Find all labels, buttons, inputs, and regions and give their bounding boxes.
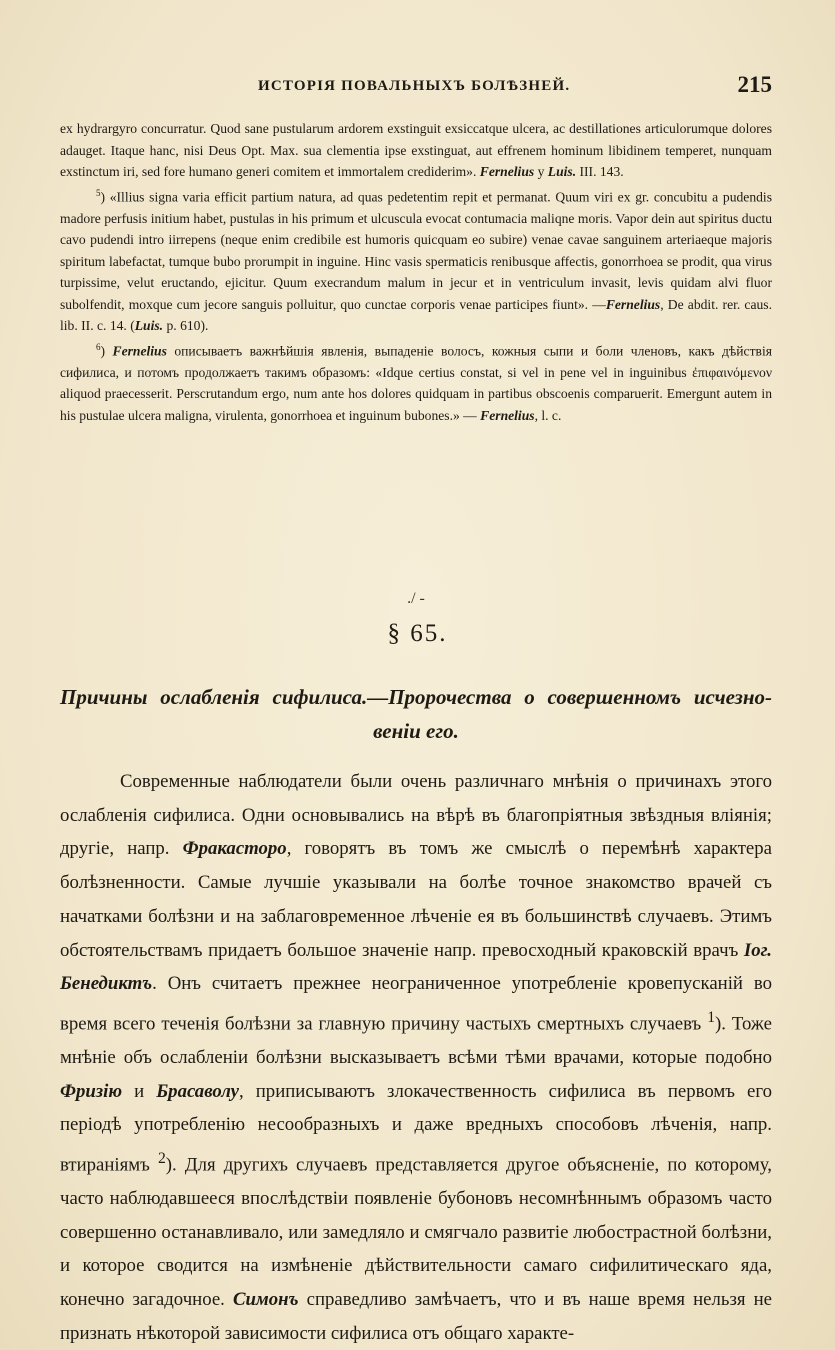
page-number: 215 bbox=[737, 72, 772, 97]
person-name: Іог. Бенедиктъ bbox=[60, 939, 772, 995]
section-mark: ./ - bbox=[407, 590, 425, 607]
footnote-ref: 2 bbox=[157, 1150, 166, 1167]
paragraph: Современные наблюдатели были очень различнаго мнѣнія о причинахъ этого ослабленія сифилиса. Одни основывались на вѣрѣ въ благопріятныя звѣздныя вліянія; другіе, напр. Фракасторо, говорятъ въ томъ же смыслѣ о перемѣнѣ характера болѣзненности. Самые лучшіе указывали на болѣе точное знакомство врачей съ начатками болѣзни и на заблаговременное лѣченіе ея въ большинствѣ случаевъ. Этимъ обстоятельствамъ придаетъ большое значеніе напр. превосходный краковскій врачъ Іог. Бенедиктъ. Онъ считаетъ прежнее неограниченное употребленіе кровепусканій во время всего теченія болѣзни за главную причину частыхъ смертныхъ случаевъ $^1$). Тоже мнѣніе объ ослабленіи болѣзни высказываетъ всѣми тѣми врачами, которые подобно Фризію и Брасаволу, приписываютъ злокачественность сифилиса въ первомъ его періодѣ употребленію несообразныхъ и даже вредныхъ способовъ лѣченія, напр. втираніямъ $^2$). Для другихъ случаевъ представляется другое объясненіе, по которому, часто наблюдавшееся впослѣдствіи появленіе бубоновъ несомнѣннымъ образомъ часто совершенно останавливало, или замедляло и смягчало развитіе любострастной болѣзни, и которое сводится на измѣненіе дѣйствительности самаго сифилитическаго яда, конечно загадочное. Симонъ справедливо замѣчаетъ, что и въ наше время нельзя не признать нѣкоторой зависимости сифилиса отъ общаго характе- bbox=[60, 771, 773, 1344]
footnote-number: 5 bbox=[96, 187, 101, 198]
person-name: Симонъ bbox=[232, 1289, 299, 1311]
footnote-6: $^6$) Fernelius описываетъ важнѣйшія явленія, выпаденіе волосъ, кожныя сыпи и боли членовъ, какъ дѣйствія сифилиса, и потомъ продолжаетъ такимъ образомъ: «Idque certius constat, si vel in pene vel in inguinibus ἐπιφαινόμενον aliquod praecesserit. Perscrutandum ergo, num ante hos dolores quidquam in partibus obscoenis comparuerit. Emergunt autem in his pustulae ulcera maligna, virulenta, gonorrhoea et inguinum bubones.» — Fernelius, l. c. bbox=[60, 341, 772, 423]
person-name: Брасаволу bbox=[156, 1080, 239, 1102]
footnote-4-continuation: ex hydrargyro concurratur. Quod sane pustularum ardorem exstinguit exsiccatque ulcera, ac destillationes articulorumque dolores adauget. Itaque hanc, nisi Deus Opt. Max. sua clementia ipse exstinguat, aut effrenem hominum libidinem temperet, nunquam exstinctum iri, sed fore humano generi comitem et immortalem crediderim». Fernelius y Luis. III. 143. bbox=[60, 121, 772, 179]
footnote-number: 6 bbox=[96, 341, 101, 352]
body-text bbox=[60, 765, 772, 1350]
person-name: Фракасторо bbox=[182, 838, 287, 860]
section-heading bbox=[60, 680, 772, 748]
section-number: § 65. bbox=[387, 620, 448, 647]
running-title: ИСТОРІЯ ПОВАЛЬНЫХЪ БОЛѢЗНЕЙ. bbox=[258, 78, 571, 94]
person-name: Фризію bbox=[60, 1080, 123, 1102]
heading-line-1: Причины ослабленія сифилиса.—Пророчества о совершенномъ исчезно- bbox=[60, 685, 772, 709]
footnotes bbox=[60, 118, 772, 426]
page-header bbox=[60, 72, 772, 102]
footnote-5: $^5$) «Illius signa varia efficit partium natura, ad quas pedetentim repit et permanat. Quum viri ex gr. concubitu a pudendis madore perfusis initium habet, pustulas in his primum et ulcuscula evocat contumacia maliqne moris. Vapor dein aut spiritus ductu cavo pudendi intro iirrepens (neque enim credibile est humoris quicquam eo subire) venae cavae sanguinem arteriaeque majoris spiritum labefactat, tumque bubo prorumpit in inguine. Hinc vasis spermaticis renibusque affectis, gonorrhoea se prodit, qua virus turpissime, velut eructando, ejicitur. Quum execrandum malum in jecur et in ventriculum invasit, levis quidam alvi fluor subolfendit, moxque cum jecore sanguis polluitur, quo cunctae corporis venae participes fiunt». —Fernelius, De abdit. rer. caus. lib. II. c. 14. (Luis. p. 610). bbox=[60, 187, 772, 334]
footnote-ref: 1 bbox=[707, 1008, 716, 1026]
heading-line-2: веніи его. bbox=[373, 719, 459, 743]
